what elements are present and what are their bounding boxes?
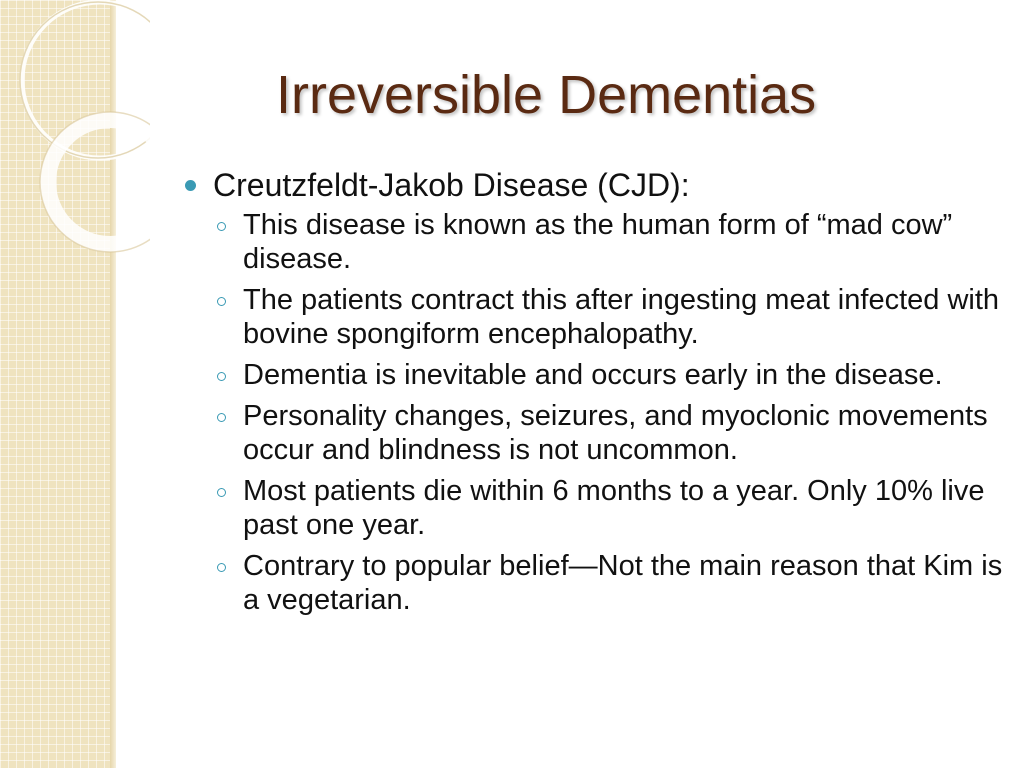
sub-bullet-text: Dementia is inevitable and occurs early in the disease. (243, 359, 943, 391)
sub-bullet-item (213, 358, 1003, 392)
hollow-circle-bullet-icon (217, 413, 226, 422)
filled-circle-bullet-icon (185, 180, 196, 191)
sub-bullet-item (213, 549, 1003, 617)
slide-content (183, 166, 1003, 624)
sub-bullet-text: The patients contract this after ingesting meat infected with bovine spongiform encephalopathy. (243, 284, 1000, 350)
hollow-circle-bullet-icon (217, 372, 226, 381)
decorative-rings-icon (0, 0, 150, 280)
sub-bullet-list (213, 208, 1003, 617)
slide-title: Irreversible Dementias (276, 65, 817, 125)
hollow-circle-bullet-icon (217, 563, 226, 572)
sub-bullet-text: Most patients die within 6 months to a year. Only 10% live past one year. (243, 475, 985, 541)
sub-bullet-text: Personality changes, seizures, and myoclonic movements occur and blindness is not uncommon. (243, 400, 988, 466)
sub-bullet-item (213, 399, 1003, 467)
hollow-circle-bullet-icon (217, 297, 226, 306)
hollow-circle-bullet-icon (217, 488, 226, 497)
main-bullet (183, 166, 1003, 204)
sub-bullet-text: Contrary to popular belief—Not the main reason that Kim is a vegetarian. (243, 550, 1003, 616)
sub-bullet-item (213, 283, 1003, 351)
sub-bullet-item (213, 474, 1003, 542)
main-bullet-text: Creutzfeldt-Jakob Disease (CJD): (213, 167, 690, 203)
sub-bullet-text: This disease is known as the human form of “mad cow” disease. (243, 209, 953, 275)
sub-bullet-item (213, 208, 1003, 276)
hollow-circle-bullet-icon (217, 222, 226, 231)
